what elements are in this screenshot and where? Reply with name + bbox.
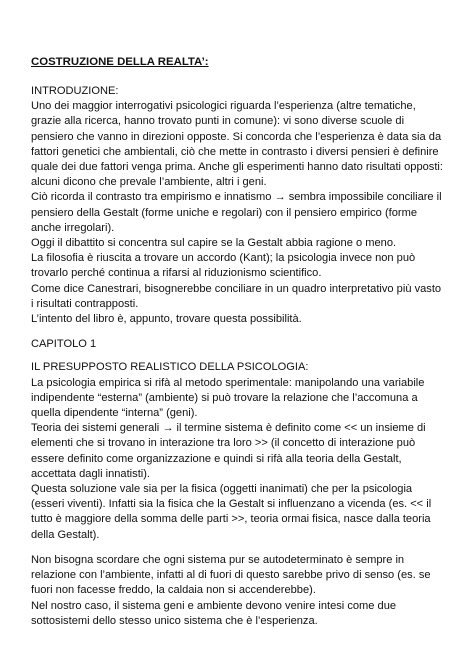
spacer — [31, 352, 444, 360]
intro-paragraph-6: L’intento del libro è, appunto, trovare questa possibilità. — [31, 313, 302, 326]
intro-paragraph-4: La filosofia è riuscita a trovare un accordo (Kant); la psicologia invece non può trovarlo perché continua a rifarsi al riduzionismo scientifico. — [31, 252, 416, 280]
spacer — [31, 543, 444, 553]
chapter-paragraph-1: La psicologia empirica si rifà al metodo sperimentale: manipolando una variabile indipendente “esterna” (ambiente) si può trovare la relazione che l’accomuna a quella dipendente “interna” (geni). — [31, 376, 425, 420]
document-title: COSTRUZIONE DELLA REALTA’: — [31, 56, 209, 68]
chapter-paragraph-2: Teoria dei sistemi generali → il termine sistema è definito come << un insieme di elementi che si trovano in interazione tra loro >> (il concetto di interazione può essere definito come organizzazione e quindi si rifà alla teoria della Gestalt, accettata dagli innatisti). — [31, 422, 426, 480]
intro-paragraph-1: Uno dei maggior interrogativi psicologici riguarda l’esperienza (altre tematiche, grazie alla ricerca, hanno trovato punti in comune): vi sono diverse scuole di pensiero che vanno in direzioni opposte. Si concorda che l’esperienza è data sia da fattori genetici che ambientali, ciò che mette in contrasto i diversi pensieri è definire quale dei due fattori venga prima. Anche gli esperimenti hanno dato risultati opposti: alcuni dicono che prevale l’ambiente, altri i geni. — [31, 100, 443, 189]
intro-paragraph-2: Ciò ricorda il contrasto tra empirismo e innatismo → sembra impossibile conciliare il pensiero della Gestalt (forme uniche e regolari) con il pensiero empirico (forme anche irregolari). — [31, 191, 442, 234]
chapter-paragraph-5: Nel nostro caso, il sistema geni e ambiente devono venire intesi come due sottosistemi dello stesso unico sistema che è l’esperienza. — [31, 599, 397, 627]
chapter-paragraph-4: Non bisogna scordare che ogni sistema pur se autodeterminato è sempre in relazione con l’ambiente, infatti al di fuori di questo sarebbe privo di senso (es. se fuori non facesse freddo, la caldaia non si accenderebbe). — [31, 553, 431, 597]
intro-heading: INTRODUZIONE: — [31, 85, 119, 97]
spacer — [31, 327, 444, 337]
intro-paragraph-3: Oggi il dibattito si concentra sul capire se la Gestalt abbia ragione o meno. — [31, 237, 397, 250]
intro-paragraph-5: Come dice Canestrari, bisognerebbe conciliare in un quadro interpretativo più vasto i risultati contrapposti. — [31, 282, 442, 310]
chapter-paragraph-3: Questa soluzione vale sia per la fisica (oggetti inanimati) che per la psicologia (esseri viventi). Infatti sia la fisica che la Gestalt si influenzano a vicenda (es. << il tutto è maggiore della somma delle parti >>, teoria ormai fisica, nasce dalla teoria della Gestalt). — [31, 483, 432, 541]
chapter-heading: IL PRESUPPOSTO REALISTICO DELLA PSICOLOGIA: — [31, 361, 309, 374]
chapter-label: CAPITOLO 1 — [31, 338, 97, 351]
